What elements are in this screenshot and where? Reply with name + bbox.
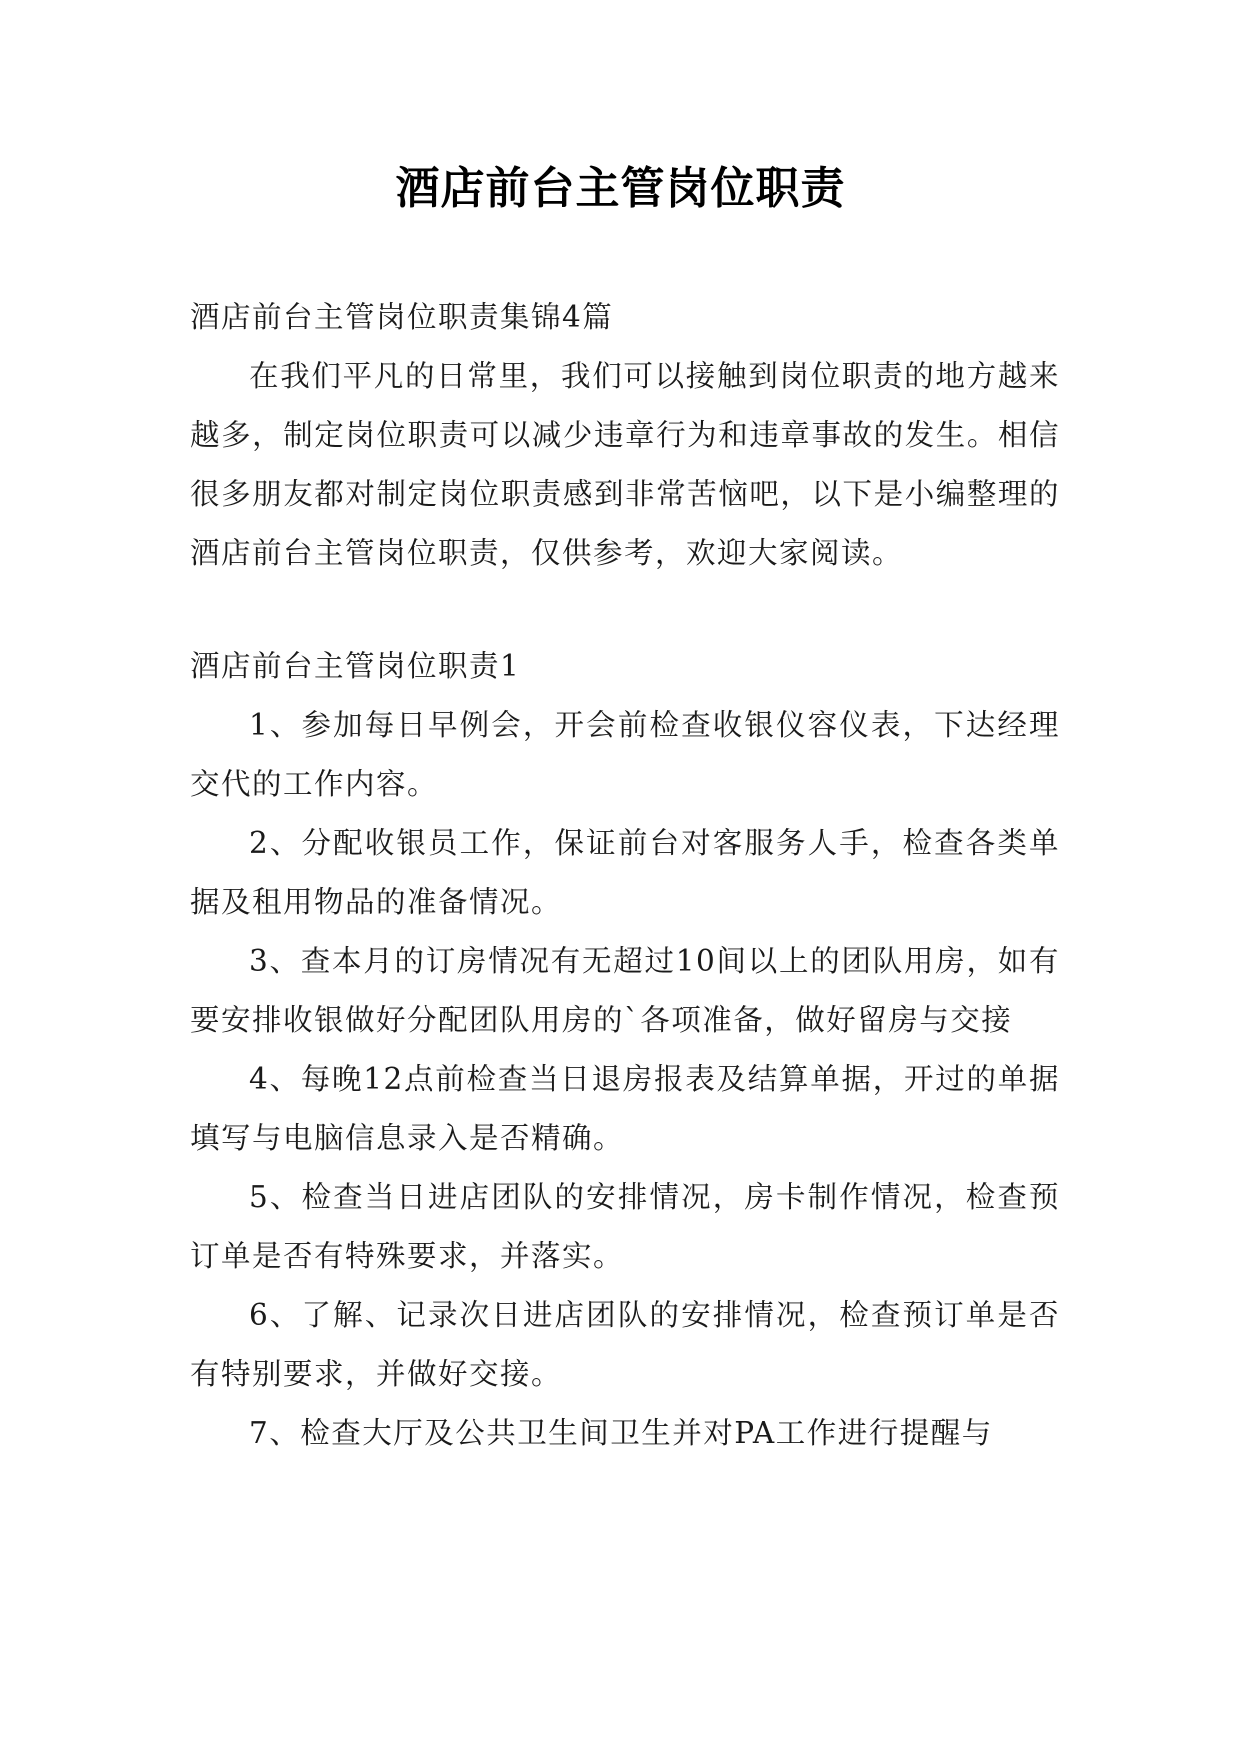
duty-item: 4、每晚12点前检查当日退房报表及结算单据，开过的单据填写与电脑信息录入是否精确。 [190,1062,1060,1155]
intro-paragraph: 在我们平凡的日常里，我们可以接触到岗位职责的地方越来越多，制定岗位职责可以减少违章行为和违章事故的发生。相信很多朋友都对制定岗位职责感到非常苦恼吧，以下是小编整理的酒店前台主管岗位职责，仅供参考，欢迎大家阅读。 [190,359,1060,570]
section-heading: 酒店前台主管岗位职责1 [190,649,521,683]
document-title: 酒店前台主管岗位职责 [395,163,846,214]
document-subtitle: 酒店前台主管岗位职责集锦4篇 [190,300,614,334]
duty-item: 1、参加每日早例会，开会前检查收银仪容仪表，下达经理交代的工作内容。 [190,708,1060,801]
duty-item: 2、分配收银员工作，保证前台对客服务人手，检查各类单据及租用物品的准备情况。 [190,826,1060,919]
duty-item: 3、查本月的订房情况有无超过10间以上的团队用房，如有要安排收银做好分配团队用房的`各项准备，做好留房与交接 [190,944,1060,1037]
duty-item: 6、了解、记录次日进店团队的安排情况，检查预订单是否有特别要求，并做好交接。 [190,1298,1060,1391]
duty-item: 5、检查当日进店团队的安排情况，房卡制作情况，检查预订单是否有特殊要求，并落实。 [190,1180,1060,1273]
duty-item: 7、检查大厅及公共卫生间卫生并对PA工作进行提醒与 [249,1416,993,1450]
document-body [190,288,1060,1463]
section-spacer [190,583,1060,637]
